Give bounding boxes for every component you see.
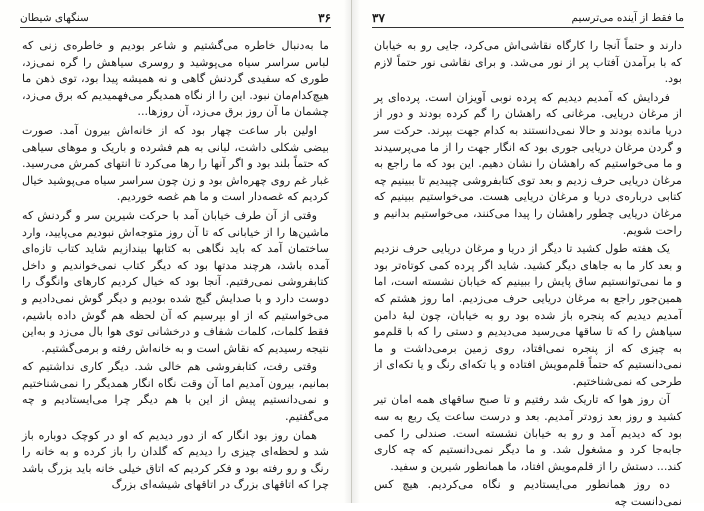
paragraph: آن روز هوا که تاریک شد رفتیم و تا صبح ساقهای همه امان تیر کشید و روز بعد زودتر آمدیم. بعد و درست ساعت یک ربع به سه بود که دیدیم آمد و رو به خیابان نشسته است. صندلی را کمی جابه‌جا کرد و مشغول شد. و ما دیگر نمی‌دانستیم که چه کاری کند... دستش را از قلم‌مویش افتاد، ما همانطور شیرین و سفید. <box>374 393 682 473</box>
paragraph: وقتی رفت، کتابفروشی هم خالی شد. دیگر کاری نداشتیم که بمانیم، بیرون آمدیم اما آن وقت نگاه انگار همدیگر را نمی‌شناختیم و نمی‌دانستیم پیش از این با هم دیگر چرا می‌ایستادیم و چه می‌گفتیم. <box>22 360 329 424</box>
right-page-number: ۳۷ <box>372 11 385 25</box>
left-running-head <box>20 9 331 28</box>
left-page-number: ۳۶ <box>318 11 331 25</box>
left-running-title: سنگهای شیطان <box>20 12 89 24</box>
paragraph: دارند و حتماً آنجا را کارگاه نقاشی‌اش می‌کرد، جایی رو به خیابان که با برآمدن آفتاب پر از نور می‌شد. و برای نقاشی نور حتماً لازم بود. <box>374 39 682 86</box>
paragraph: یک هفته طول کشید تا دیگر از دریا و مرغان دریایی حرف نزدیم و بعد کار ما به جاهای دیگر کشید. شاید اگر پرده کمی کوتاه‌تر بود و ما نمی‌توانستیم ساق پایش را ببینیم که خیابان نشسته است، اما همین‌جور راجع به مرغان دریایی حرف می‌زدیم. اما روز هشتم که آمدیم دیدیم که پنجره باز شده بود رو به خیابان، چون لبهٔ دامن سیاهش را که تا ساقها می‌رسید می‌دیدیم و دستی را که با قلم‌مو به چیزی که از پنجره نمی‌افتاد، روی زمین برمی‌داشت و ما نمی‌دانستیم که حتماً قلم‌مویش افتاده و یا تکه‌ای رنگ و یا تکه‌ای از طرحی که نمی‌شناختیم. <box>374 242 682 388</box>
right-running-title: ما فقط از آینده می‌ترسیم <box>571 12 684 24</box>
right-page <box>352 0 704 509</box>
paragraph: ده روز همانطور می‌ایستادیم و نگاه می‌کردیم. هیچ کس نمی‌دانست چه <box>374 478 682 509</box>
paragraph: ما به‌دنبال خاطره می‌گشتیم و شاعر بودیم و خاطره‌ی زنی که لباس سراسر سیاه می‌پوشید و روسری سیاهش را گره نمی‌زد، طوری که سفیدی گردنش گاهی و نه همیشه پیدا بود، توی ذهن ما هیچ‌کدام‌مان نبود. این را از نگاه همدیگر می‌فهمیدیم که برق می‌زد، چشمان ما آن روز برق می‌زد، آن روزها... <box>22 39 329 119</box>
paragraph: همان روز بود انگار که از دور دیدیم که او در کوچک دوباره باز شد و لحظه‌ای چیزی را دیدیم که گلدان را باز کرده و به خانه را رنگ و رو رفته بود و فکر کردیم که اتاق خیلی خانه باید بزرگ باشد چرا که اتاقهای بزرگ در اتاقهای شیشه‌ای بزرگ <box>22 428 329 492</box>
right-body-text <box>374 38 682 509</box>
right-running-head <box>372 9 684 28</box>
paragraph: اولین بار ساعت چهار بود که از خانه‌اش بیرون آمد. صورت بیضی شکلی داشت، لبانی به هم فشرده و باریک و موهای سیاهی که حتماً بلند بود و اگر آنها را رها می‌کرد تا انتهای کمرش می‌رسید. غبار غم روی چهره‌اش بود و زن چون سراسر سیاه می‌پوشید خیال کردیم که غصه‌دار است و ما هم غصه خوردیم. <box>22 123 329 204</box>
left-body-text <box>22 38 329 497</box>
paragraph: وقتی از آن طرف خیابان آمد با حرکت شیرین سر و گردنش که ماشین‌ها را از خیابانی که تا آن روز متوجه‌اش نبودیم می‌پایید، وارد ساختمان آمد که باید نگاهی به کتابها بیندازیم شاید کتاب تازه‌ای آمده باشد، هرچند مدتها بود که دیگر کتاب نمی‌خواندیم و داخل کتابفروشی نمی‌رفتیم. آنجا بود که خیال کردیم کارهای وانگوگ را دوست دارد و با صدایش گیج شده بودیم و دیگر گوش نمی‌دادیم و می‌خواستیم که از او بپرسیم که آن لحظه هم گوش داده باشیم، فقط کلمات، کلمات شفاف و درخشانی توی هوا بال می‌زد و به‌این نتیجه رسیدیم که نقاش است و به خانه‌اش رفته و برمی‌گشتیم. <box>22 208 329 355</box>
left-page <box>0 0 352 503</box>
paragraph: فردایش که آمدیم دیدیم که پرده نوبی آویزان است. پرده‌ای پر از مرغان دریایی. مرغانی که راهشان را گم کرده بودند و دور از دریا مانده بودند و حالا نمی‌دانستند به کدام جهت بپرند. حرکت سر و گردن مرغان دریایی جوری بود که انگار جهت را از ما می‌پرسیدند و ما می‌خواستیم که راهشان را نشان دهیم. این بود که ما راجع به مرغان دریایی حرف زدیم و بعد توی کتابفروشی چپیدیم تا ببینیم چه کتابی درباره‌ی دریا و مرغان دریایی هست. می‌خواستیم ببینیم که مرغان دریایی چطور راهشان را پیدا می‌کنند، می‌خواستیم بدانیم و راحت شویم. <box>374 90 682 237</box>
